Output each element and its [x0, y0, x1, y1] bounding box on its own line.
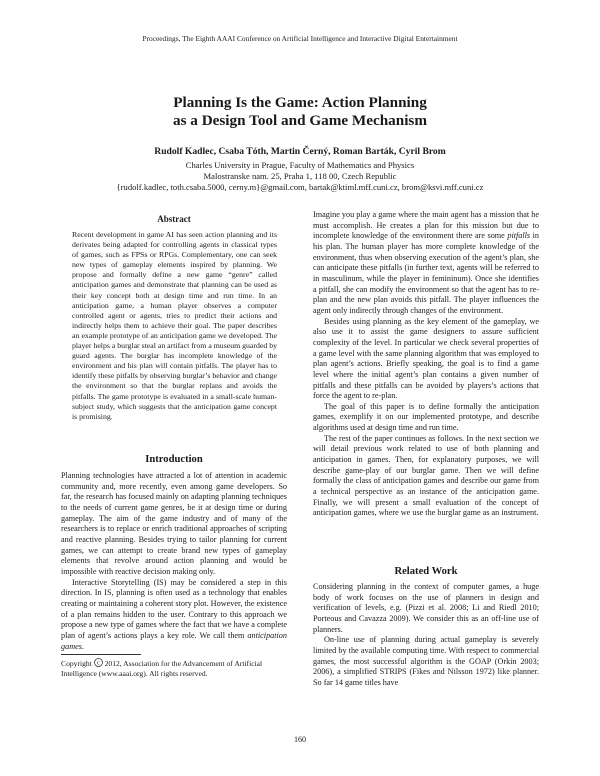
footnote-rule: [61, 654, 141, 655]
abstract-heading: Abstract: [157, 214, 191, 224]
right-column-body: [313, 210, 539, 519]
abstract-text: Recent development in game AI has seen action planning and its derivates being adapted for controlling agents in classical types of games, such as FPSs or RPGs. Complementary, one can seek new types of gameplay elements inspired by planning. We propose and formally define a new game “genre” called anticipation games and demonstrate that planning can be used as their key concept both at design time and run time. In an anticipation game, a human player observes a computer controlled agent or agents, tries to predict their actions and indirectly helps them to achieve their goal. The paper describes an example prototype of an anticipation game we developed. The player helps a burglar steal an artifact from a museum guarded by guard agents. The burglar has incomplete knowledge of the environment and his plan will contain pitfalls. The player has to identify these pitfalls by observing burglar’s behavior and change the environment so that the burglar replans and avoids the pitfalls. The game prototype is evaluated in a small-scale human-subject study, which suggests that the anticipation game concept is promising.: [72, 230, 277, 421]
intro-paragraph-2-text: Interactive Storytelling (IS) may be considered a step in this direction. In IS, planning is often used as a technology that enables creating or maintaining a coherent story plot. However, the existence of a plan remains hidden to the user. Contrary to this approach we propose a new type of games where the fact that we have a complete plan of agent’s actions plays a key role. We call them: [61, 577, 287, 640]
intro-paragraph-2: [61, 578, 287, 653]
intro-paragraph-2-end: .: [81, 641, 84, 651]
affiliation-line-2: Malostranske nam. 25, Praha 1, 118 00, Czech Republic: [203, 171, 397, 181]
right-paragraph-1-text: Imagine you play a game where the main agent has a mission that he must accomplish. He creates a plan for this mission but due to incomplete knowledge of the environment there are some: [313, 210, 539, 241]
intro-paragraph-1: Planning technologies have attracted a lot of attention in academic community and, more recently, even among game developers. So far, the research has focused mainly on adapting planning techniques to the needs of current game genres, be it at design time or during gameplay. The aim of the game industry and of many of the researchers is to replace or enrich traditional approaches of scripting and reactive planning. Besides trying to tailor planning for current games, we can attempt to create brand new types of gameplay elements that revolve around action planning and would be impossible with reactive decision making only.: [61, 471, 287, 576]
proceedings-header: Proceedings, The Eighth AAAI Conference on Artificial Intelligence and Interactive Digital Entertainment: [142, 34, 458, 43]
right-paragraph-4: The rest of the paper continues as follows. In the next section we will detail previous work related to use of both planning and anticipation in games. Then, for explanatory purposes, we will describe game-play of our burglar game. Then we will define formally the class of anticipation games and describe our game from a technical perspective as an instance of the anticipation game. Finally, we will present a small evaluation of the concept of anticipation games, where we use the burglar game as an instrument.: [313, 433, 539, 518]
introduction-body: [61, 471, 287, 652]
related-paragraph-2: On-line use of planning during actual gameplay is severely limited by the available computing time. With respect to commercial games, the most successful algorithm is the GOAP (Orkin 2003; 2006), a simplified STRIPS (Fikes and Nilsson 1972) like planner. So far 14 game titles have: [313, 635, 539, 687]
author-list: Rudolf Kadlec, Csaba Tóth, Martin Černý, Roman Barták, Cyril Brom: [154, 146, 446, 157]
related-work-body: [313, 582, 539, 689]
copyright-label: Copyright: [61, 659, 92, 668]
page-number: 160: [294, 735, 306, 744]
affiliation-line-1: Charles University in Prague, Faculty of Mathematics and Physics: [185, 160, 415, 170]
affiliation-emails: {rudolf.kadlec, toth.csaba.5000, cerny.m}@gmail.com, bartak@ktiml.mff.cuni.cz, brom@ksvi.mff.cuni.cz: [116, 182, 484, 192]
right-paragraph-2: Besides using planning as the key element of the gameplay, we also use it to assist the game designers to assure sufficient complexity of the level. In particular we check several properties of a game level with the same planning algorithm that was employed to plan agent’s actions. Briefly speaking, the goal is to find a game level where the initial agent’s plan contains a given number of pitfalls and these pitfalls can be avoided by players’s actions that force the agent to re-plan.: [313, 316, 539, 401]
paper-title: [0, 94, 600, 130]
right-paragraph-1-rest: in his plan. The human player has more complete knowledge of the environment, thus when observing execution of the agent’s plan, she can anticipate these pitfalls (in further text, agents will be referred to in masculinum, while the player in femininum). Once she identifies a pitfall, she can modify the environment so that the agent has to re-plan and the new plan avoids this pitfall. The player influences the agent only indirectly through changes of the environment.: [313, 231, 539, 315]
right-paragraph-1: [313, 210, 539, 317]
title-line-1: Planning Is the Game: Action Planning: [173, 94, 427, 111]
copyright-symbol-icon: [94, 658, 103, 669]
related-work-heading: Related Work: [394, 566, 458, 577]
copyright-text: 2012, Association for the Advancement of Artificial Intelligence (www.aaai.org). All rights reserved.: [61, 659, 263, 678]
anticipation-games-term: anticipation games: [61, 630, 287, 651]
title-line-2: as a Design Tool and Game Mechanism: [173, 112, 427, 129]
related-paragraph-1: Considering planning in the context of computer games, a huge body of work focuses on the use of planners in design and verification of levels, e.g. (Pizzi et al. 2008; Li and Riedl 2010; Porteous and Cavazza 2009). We consider this as an off-line use of planners.: [313, 582, 539, 634]
right-paragraph-3: The goal of this paper is to define formally the anticipation games, exemplify it on our implemented prototype, and describe algorithms used at design time and run time.: [313, 401, 539, 433]
pitfalls-term: pitfalls: [507, 231, 531, 241]
introduction-heading: Introduction: [145, 454, 203, 465]
copyright-notice: [61, 658, 287, 679]
svg-text:c: c: [96, 660, 100, 667]
